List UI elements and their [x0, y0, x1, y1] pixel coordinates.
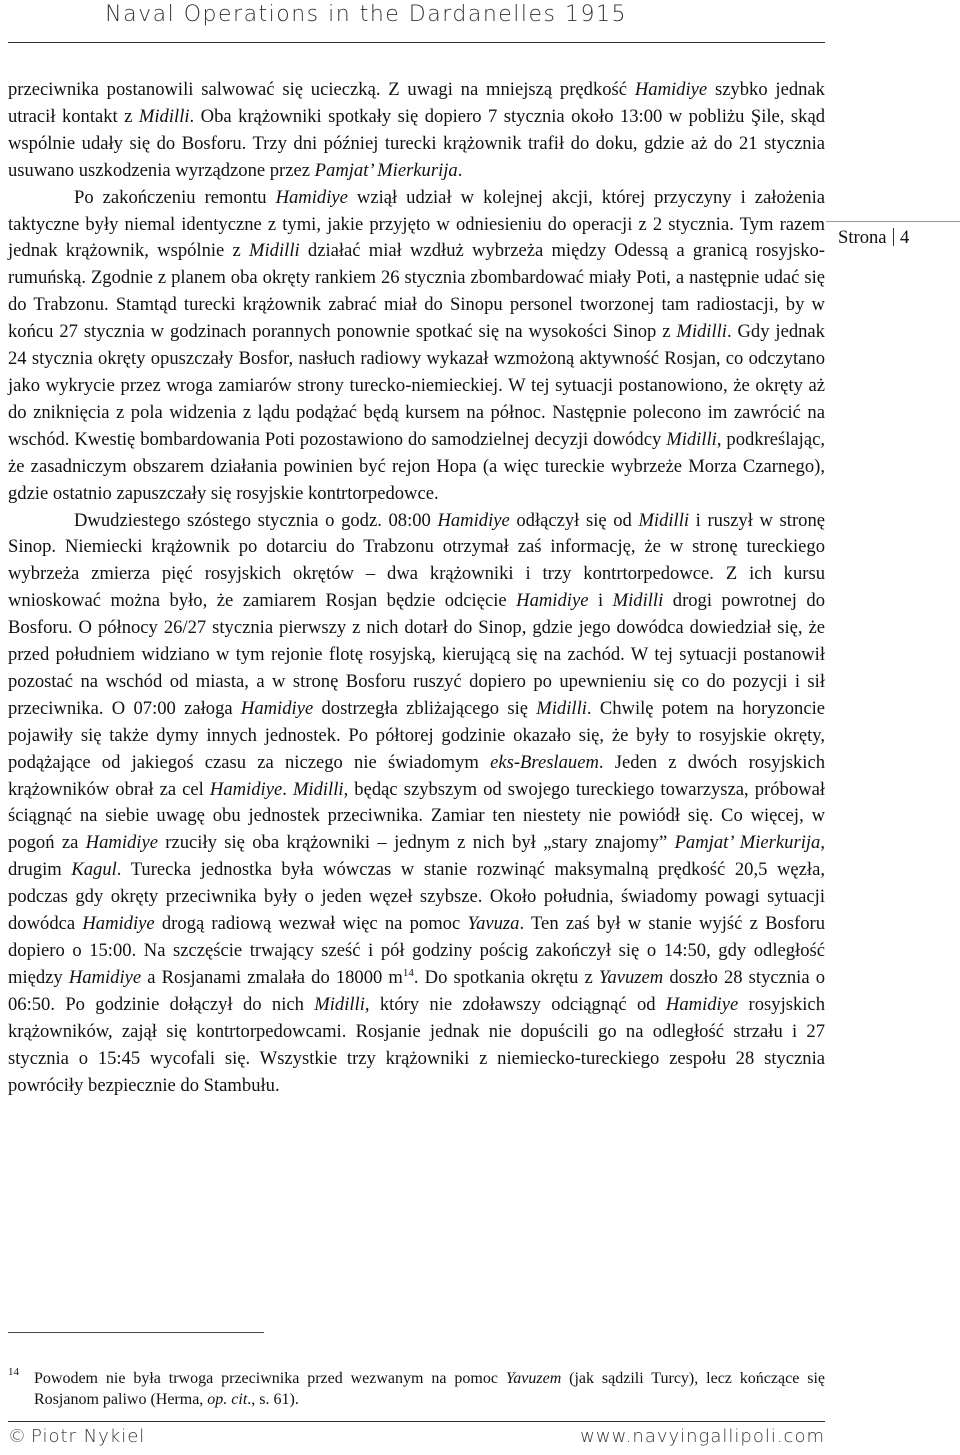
text-run: i [588, 590, 613, 612]
italic-text: Hamidiye [275, 186, 348, 208]
italic-text: Midilli [676, 321, 727, 343]
text-run: . [282, 778, 293, 800]
text-run: szybko jednak utracił kontakt z [8, 79, 825, 127]
footnote [8, 1368, 825, 1410]
copyright-symbol: © [8, 1426, 27, 1447]
paragraph [8, 77, 825, 185]
body-text [8, 77, 825, 1099]
text-run: . Jeden z dwóch rosyjskich krążowników obrał za cel [8, 751, 826, 800]
text-run: , który nie zdoławszy odciągnąć od [364, 993, 666, 1015]
italic-text: Midilli [536, 697, 587, 719]
italic-text: Kagul [71, 859, 117, 881]
italic-text: Midilli [666, 428, 717, 450]
text-run: drogą radiową wezwał więc na pomoc [154, 913, 468, 935]
paragraph [8, 508, 825, 1100]
footnote-text [34, 1368, 825, 1410]
text-run: . Gdy jednak 24 stycznia okręty opuszczały Bosfor, nasłuch radiowy wykazał wzmożoną aktywność Rosjan, co odczytano jako wykrycie przez wroga zamiarów strony turecko-niemieckiej. W tej sytuacji postanowiono, że okręty aż do zniknięcia z pola widzenia z lądu podążać będą kursem na północ. Następnie polecono im zawrócić na wschód. Kwestię bombardowania Poti pozostawiono do samodzielnej decyzji dowódcy [8, 321, 825, 450]
text-run: , będąc szybszym od swojego tureckiego towarzysza, próbował ściągnąć na siebie uwagę obu jednostek przeciwnika. Zamiar ten niestety nie powiódł się. Co więcej, w pogoń za [8, 778, 825, 854]
text-run: Powodem nie była trwoga przeciwnika przed wezwanym na pomoc [34, 1370, 506, 1387]
text-run: drogi powrotnej do Bosforu. O północy 26/27 stycznia pierwszy z nich dotarł do Sinop, gdzie jego dowódca dowiedział się, że przed południem widziano w tym rejonie flotę rosyjską, kierującą się na zachód. W tej sytuacji postanowił pozostać na wschód od miasta, a w stronę Bosforu ruszyć dopiero po upewnieniu się co do pozycji i sił przeciwnika. O 07:00 załoga [8, 590, 826, 719]
text-run: . Chwilę potem na horyzoncie pojawiły się także dymy innych jednostek. Po półtorej godzinie okazało się, że były to rosyjskie okręty, podążające od jakiegoś czasu za niczego nie świadomym [8, 697, 825, 773]
footer-rule [8, 1421, 825, 1422]
text-run: działać miał wzdłuż wybrzeża między Odessą a granicą rosyjsko-rumuńską. Zgodnie z planem oba okręty rankiem 26 stycznia zbombardować miały Poti, a następnie udać się do Trabzonu. Stamtąd turecki krążownik zabrać miał do Sinopu personel tworzonej tam radiostacji, by w końcu 27 stycznia w godzinach porannych ponownie spotkać się na wysokości Sinop z [8, 240, 825, 343]
running-header-title: Naval Operations in the Dardanelles 1915 [105, 2, 627, 27]
text-run: dostrzegła zbliżającego się [313, 697, 537, 719]
text-run: i ruszył w stronę Sinop. Niemiecki krążownik po dotarciu do Trabzonu otrzymał zaś informację, że w stronę tureckiego wybrzeża zmierza pięć rosyjskich okrętów – dwa krążowniki i trzy kontrtorpedowce. Z ich kursu wnioskować można było, że zamiarem Rosjan będzie odcięcie [8, 509, 825, 612]
italic-text: Hamidiye [209, 778, 283, 800]
italic-text: Midilli [612, 590, 664, 612]
footnote-number: 14 [8, 1366, 19, 1378]
italic-text: Midilli [314, 993, 365, 1015]
text-run: rzuciły się oba krążowniki – jednym z nich był „stary znajomy” [157, 832, 675, 854]
author-name: Piotr Nykiel [31, 1426, 146, 1447]
italic-text: Midilli [292, 778, 344, 800]
italic-text: op. cit [207, 1391, 248, 1408]
text-run: , drugim [8, 832, 825, 881]
italic-text: Hamidiye [68, 966, 142, 988]
page-number-rule [826, 221, 960, 222]
paragraph [8, 185, 825, 508]
text-run: ., s. 61). [247, 1391, 299, 1408]
text-run: . Do spotkania okrętu z [413, 966, 599, 988]
page-number-separator [893, 228, 895, 246]
italic-text: Pamjat’ Mierkurija [674, 832, 821, 854]
text-run: . Oba krążowniki spotkały się dopiero 7 stycznia około 13:00 w pobliżu Şile, skąd wspólnie udały się do Bosforu. Trzy dni później turecki krążownik trafił do doku, gdzie aż do 21 stycznia usuwano uszkodzenia wyrządzone przez [8, 105, 825, 181]
italic-text: Hamidiye [516, 590, 589, 612]
footnote-reference: 14 [402, 966, 414, 979]
page-label: Strona [838, 227, 887, 248]
italic-text: Yavuzem [598, 966, 664, 988]
text-run: przeciwnika postanowili salwować się ucieczką. Z uwagi na mniejszą prędkość [8, 79, 635, 100]
text-run: wziął udział w kolejnej akcji, której przyczyny i założenia taktyczne były niemal identyczne z tymi, jakie przyjęto w odniesieniu do operacji z 2 stycznia. Tym razem jednak krążownik, wspólnie z [8, 186, 825, 262]
italic-text: Midilli [249, 240, 300, 262]
page-number: 4 [900, 227, 910, 248]
italic-text: Midilli [138, 105, 190, 127]
text-run: . Turecka jednostka była wówczas w stanie rozwinąć maksymalną prędkość 20,5 węzła, podczas gdy okręty przeciwnika były o jeden węzeł szybsze. Około południa, świadomy powagi sytuacji dowódca [8, 859, 825, 935]
text-run: . Ten zaś był w stanie wyjść z Bosforu dopiero o 15:00. Na szczęście trwający sześć i pół godziny pościg zakończył się o 14:50, gdy odległość między [8, 913, 825, 988]
header-rule [8, 42, 825, 43]
text-run: Dwudziestego szóstego stycznia o godz. 08:00 [74, 509, 438, 531]
footnote-separator [8, 1332, 264, 1333]
text-run: . [457, 159, 463, 181]
text-run: Po zakończeniu remontu [74, 186, 276, 208]
italic-text: Hamidiye [665, 993, 739, 1015]
italic-text: eks-Breslauem [490, 751, 599, 773]
italic-text: Hamidiye [240, 697, 314, 719]
page-number-box [828, 226, 960, 250]
text-run: doszło 28 stycznia o 06:50. Po godzinie dołączył do nich [8, 966, 825, 1015]
italic-text: Hamidiye [437, 509, 510, 531]
text-run: , podkreślając, że zasadniczym obszarem działania powinien być rejon Hopa (a więc tureckie wybrzeże Morza Czarnego), gdzie ostatnio zapuszczały się rosyjskie kontrtorpedowce. [8, 428, 825, 504]
italic-text: Midilli [638, 509, 690, 531]
italic-text: Hamidiye [85, 832, 158, 854]
text-run: a Rosjanami zmalała do 18000 m [141, 966, 403, 988]
italic-text: Yavuzem [505, 1370, 562, 1387]
italic-text: Pamjat’ Mierkurija [314, 159, 458, 181]
text-run: rosyjskich krążowników, zajął się kontrtorpedowcami. Rosjanie jednak nie dopuścili go na odległość strzału i 27 stycznia o 15:45 wycofali się. Wszystkie trzy krążowniki z niemiecko-tureckiego zespołu 28 stycznia powróciły bezpiecznie do Stambułu. [8, 993, 825, 1096]
italic-text: Yavuza [467, 913, 520, 935]
text-run: odłączył się od [509, 509, 639, 531]
footer-url: www.navyingallipoli.com [580, 1426, 825, 1447]
text-run: (jak sądzili Turcy), lecz kończące się Rosjanom paliwo (Herma, [34, 1370, 825, 1408]
footer-author [8, 1426, 145, 1447]
italic-text: Hamidiye [634, 79, 708, 100]
italic-text: Hamidiye [82, 913, 155, 935]
